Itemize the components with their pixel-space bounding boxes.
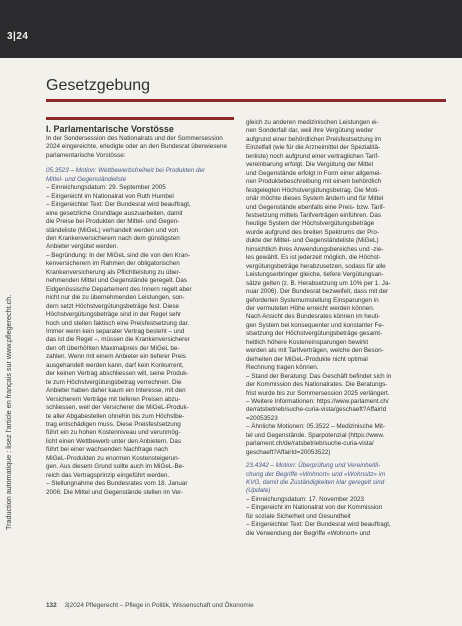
text-line: te zum Höchstvergütungsbetrag verrechnen. Die — [46, 378, 182, 386]
text-line: licht einen Wettbewerb unter den Anbietern. Das — [46, 437, 181, 445]
text-line: geforderten Systemumstellung Einsparungen in — [246, 296, 379, 304]
text-line: ständeliste (MiGeL) verhandelt werden und von — [46, 226, 179, 234]
text-line: und Gegenstände erfolgt in Form einer allgemei- — [246, 169, 382, 177]
left-column-body — [46, 167, 234, 497]
text-line: nehmenden Mittel und Gegenstände geregelt. Das — [46, 277, 188, 285]
intro-paragraph: In der Sondersession des Nationalrats und der Sommersession 2024 eingereichte, erledigte oder an den Bundesrat überwiesene parlamentarische Vorstösse: — [46, 135, 227, 159]
text-line: eine gesetzliche Grundlage auszuarbeiten, damit — [46, 209, 183, 217]
text-line: stsetzung der Höchstvergütungsbeträge gesamt- — [246, 330, 383, 338]
text-line: Krankenversicherung als Pflichtleistung zu über- — [46, 268, 181, 276]
text-line: ausgehandelt werden kann, darf kein Konkurrent, — [46, 361, 184, 369]
text-line: Rechnung tragen können. — [246, 364, 319, 372]
motion-title-line: 05.3523 – Motion: Wettbewerbsfreiheit bei Produkten der — [46, 167, 206, 175]
text-line: – Ähnliche Motionen: 05.3522 – Medizinische Mit- — [246, 423, 385, 431]
text-line: – Einreichungsdatum: 17. November 2023 — [246, 495, 364, 503]
right-column — [246, 119, 442, 538]
text-line: hinsichtlich ihres Anwendungsbereiches und -zie- — [246, 245, 384, 253]
text-line: Anbieter vergütet werden. — [46, 243, 119, 251]
text-line: Immer wenn kein separater Vertrag besteht – und — [46, 327, 185, 335]
text-line: werden als mit Tarifverträgen, welche den Beson- — [246, 347, 384, 355]
motion-title-line: (Update) — [246, 487, 271, 495]
text-line: der Kommission des Nationalrates. Die Beratungs- — [246, 381, 388, 389]
text-line: Höchstvergütungsbeträge sind in der Regel sehr — [46, 311, 182, 319]
text-line: Versicherern Verträge mit tieferen Preisen abzu- — [46, 395, 181, 403]
page-footer — [46, 602, 254, 609]
text-line: – Weitere Informationen: https://www.parlament.ch/ — [246, 397, 389, 405]
page-title: Gesetzgebung — [46, 77, 151, 94]
translation-note[interactable]: Traduction automatique : lisez l'article en français sur www.pflegerecht.ch. — [4, 294, 13, 530]
text-line: führt bei einer wachsenden Nachfrage nach — [46, 446, 168, 454]
text-line: dern setzt Höchstvergütungsbeträge fest. Diese — [46, 302, 180, 310]
text-line: und Gegenstände ebenfalls eine Preis- bzw. Tarif- — [246, 203, 385, 211]
text-line: sätze gelten (z. B. Herabsetzung um 10% per 1. Ja- — [246, 279, 391, 287]
title-divider — [46, 99, 446, 102]
text-line: heutige System der Höchstvergütungsbeträge — [246, 220, 375, 228]
text-line: den Krankenversicherern nach dem günstigsten — [46, 234, 180, 242]
text-line: das ist die Regel –, müssen die Krankenversicherer — [46, 336, 190, 344]
text-line: gleich zu anderen medizinischen Leistungen ei- — [246, 119, 379, 126]
section-title: I. Parlamentarische Vorstösse — [46, 124, 174, 134]
text-line: die Preise bei Produkten der Mittel- und Gegen- — [46, 218, 180, 226]
text-line: Nach Ansicht des Bundesrates können im heuti- — [246, 313, 381, 321]
right-column-body — [246, 119, 442, 538]
page-section-number: 3|24 — [7, 31, 29, 42]
text-line: dukte der Mittel- und Gegenständeliste (MiGeL) — [246, 237, 379, 245]
text-line: de/ratsbetrieb/suche-curia-vista/geschaeft?AffairId — [246, 406, 387, 414]
text-line: schliessen, weil der Versicherer die MiGeL-Produk- — [46, 404, 189, 412]
text-line: zahlen. Wenn mit einem Anbieter ein tieferer Preis — [46, 353, 186, 361]
text-line: parlament.ch/de/ratsbetrieb/suche-curia-vista/ — [246, 440, 374, 448]
text-line: Eidgenössische Departement des Innern regelt aber — [46, 285, 192, 293]
motion-title-line: 23.4342 – Motion: Überprüfung und Vereinheitli- — [246, 462, 381, 470]
motion-title-line: chung der Begriffe «Wohnort» und «Wohnsitz» im — [246, 470, 386, 478]
text-line: derheiten der MiGeL-Produkte nicht optimal — [246, 355, 368, 363]
text-line: vereinbarung erfolgt. Die Vergütung der Mittel — [246, 161, 374, 169]
motion-title-line: Mittel- und Gegenständeliste — [46, 175, 127, 183]
text-line: hoch und stellen faktisch eine Preisfestsetzung dar. — [46, 319, 190, 327]
text-line: =20053523 — [246, 414, 278, 422]
text-line: der vermuteten Höhe erreicht werden können. — [246, 304, 375, 312]
text-line: festgelegten Höchstvergütungsbetrag. Die Moti- — [246, 186, 380, 194]
text-line: Leistungserbringer gleiche, tiefere Vergütungsan- — [246, 271, 384, 279]
text-line: frist wurde bis zur Sommersession 2025 verlängert. — [246, 389, 390, 397]
text-line: reich das Vertragsprinzip eingeführt werden. — [46, 471, 170, 479]
text-line: heitlich höhere Kosteneinsparungen bewirkt — [246, 338, 369, 346]
text-line: nicht nur die zu übernehmenden Leistungen, son- — [46, 294, 185, 302]
text-line: trag entschädigen muss. Diese Preisfestsetzung — [46, 420, 181, 428]
text-line: führt ein zu hohen Kostenniveau und verunmög- — [46, 429, 181, 437]
text-line: tenliste) noch aufgrund einer vertraglichen Tarif- — [246, 152, 380, 160]
text-line: gen. Aus diesem Grund sollte auch im MiGeL-Be- — [46, 463, 185, 471]
text-line: nuar 2006). Der Bundesrat bezweifelt, dass mit der — [246, 288, 389, 296]
left-column — [46, 124, 234, 497]
text-line: – Begründung: In der MiGeL sind die von den Kran- — [46, 251, 190, 259]
text-line: – Eingereichter Text: Der Bundesrat wird beauftragt, — [246, 521, 391, 529]
text-line: für soziale Sicherheit und Gesundheit — [246, 512, 351, 520]
text-line: vergütungsbeträge herabzusetzen, sodass für alle — [246, 262, 386, 270]
text-line: MiGeL-Produkten zu enormen Kostensteigerun- — [46, 454, 180, 462]
text-line: den oft überhöhten Maximalpreis der MiGeL be- — [46, 344, 180, 352]
text-line: – Eingereichter Text: Der Bundesrat wird beauftragt, — [46, 201, 191, 209]
section-divider — [46, 117, 234, 120]
footer-page-number: 132 — [46, 602, 57, 609]
text-line: – Stand der Beratung: Das Geschäft befindet sich in — [246, 372, 392, 380]
text-line: geschaeft?AffairId=20053522) — [246, 448, 331, 456]
top-header-bar — [0, 0, 462, 58]
text-line: kenversicherern im Rahmen der obligatorischen — [46, 260, 180, 268]
text-line: – Eingereicht im Nationalrat von Ruth Humbel — [46, 192, 174, 200]
text-line: der keinen Vertrag abschliessen will, seine Produk- — [46, 370, 189, 378]
text-line: – Stellungnahme des Bundesrates vom 18. Januar — [46, 480, 188, 488]
text-line: festsetzung mittels Tarifverträgen einführen. Das — [246, 211, 381, 219]
text-line: Einzelfall (wie für die Arzneimittel der Spezialitä- — [246, 144, 381, 152]
text-line: – Einreichungsdatum: 29. September 2005 — [46, 184, 166, 192]
text-line: wurde aufgrund des breiten Spektrums der Pro- — [246, 228, 380, 236]
text-line: Anbieter haben daher kaum ein Interesse, mit den — [46, 387, 186, 395]
text-line: gen System bei konsequenter und konstanter Fe- — [246, 321, 384, 329]
text-line: te aller Abgabestellen ohnehin bis zum Höchstbe- — [46, 412, 185, 420]
footer-journal: 3|2024 Pflegerecht – Pflege in Politik, Wissenschaft und Ökonomie — [64, 602, 254, 609]
text-line: 2006: Die Mittel und Gegenstände stellen im Ver- — [46, 488, 184, 496]
text-line: tel und Gegenstände. Sparpotenzial (https://www. — [246, 431, 385, 439]
text-line: onär möchte dieses System ändern und für Mittel — [246, 195, 384, 203]
text-line: les gewählt. Es ist jederzeit möglich, die Höchst- — [246, 254, 381, 262]
text-line: – Eingereicht im Nationalrat von der Kommission — [246, 504, 383, 512]
text-line: aufgrund einer behördlichen Preisfestsetzung im — [246, 135, 382, 143]
text-line: die Verwendung der Begriffe «Wohnort» und — [246, 529, 371, 537]
motion-title-line: KVG, damit die Zuständigkeiten klar geregelt sind — [246, 479, 385, 487]
text-line: nen Produktebeschreibung mit einem behördlich — [246, 178, 382, 186]
text-line: nen Sonderfall dar, weil ihre Vergütung weder — [246, 127, 374, 135]
